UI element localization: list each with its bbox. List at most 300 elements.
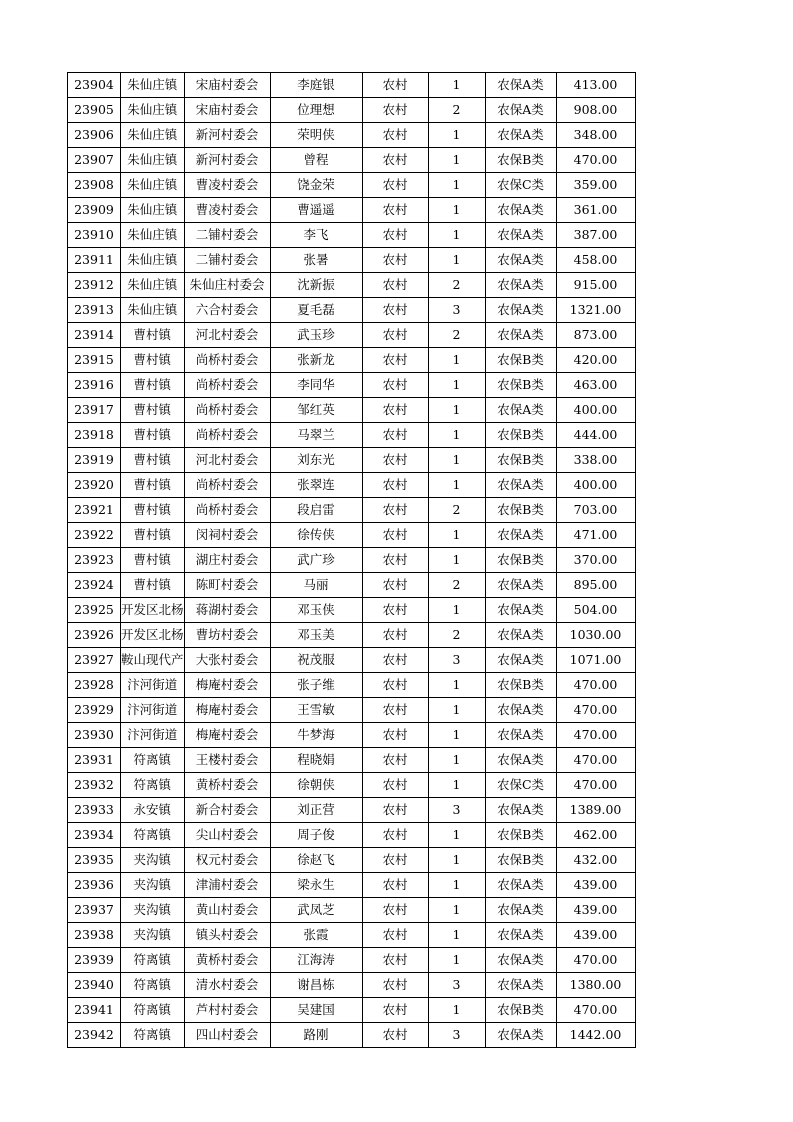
cell-town: 夹沟镇 xyxy=(121,923,185,948)
cell-town: 曹村镇 xyxy=(121,398,185,423)
cell-record-id: 23925 xyxy=(68,598,121,623)
cell-area-type: 农村 xyxy=(362,123,428,148)
cell-amount: 413.00 xyxy=(556,73,635,98)
cell-amount: 348.00 xyxy=(556,123,635,148)
cell-household-count: 3 xyxy=(428,973,485,998)
cell-area-type: 农村 xyxy=(362,223,428,248)
cell-amount: 462.00 xyxy=(556,823,635,848)
cell-insurance-class: 农保A类 xyxy=(485,973,556,998)
table-row xyxy=(68,523,636,548)
cell-household-count: 1 xyxy=(428,873,485,898)
table-row xyxy=(68,448,636,473)
cell-name: 李庭银 xyxy=(270,73,362,98)
cell-amount: 895.00 xyxy=(556,573,635,598)
cell-town: 符离镇 xyxy=(121,823,185,848)
cell-amount: 915.00 xyxy=(556,273,635,298)
table-row xyxy=(68,898,636,923)
cell-name: 张暑 xyxy=(270,248,362,273)
cell-household-count: 1 xyxy=(428,773,485,798)
cell-insurance-class: 农保A类 xyxy=(485,248,556,273)
cell-village-committee: 权元村委会 xyxy=(184,848,270,873)
table-row xyxy=(68,498,636,523)
cell-area-type: 农村 xyxy=(362,73,428,98)
cell-record-id: 23937 xyxy=(68,898,121,923)
cell-name: 曾程 xyxy=(270,148,362,173)
cell-record-id: 23932 xyxy=(68,773,121,798)
cell-area-type: 农村 xyxy=(362,873,428,898)
cell-household-count: 2 xyxy=(428,98,485,123)
cell-insurance-class: 农保A类 xyxy=(485,1023,556,1048)
cell-area-type: 农村 xyxy=(362,248,428,273)
cell-name: 邓玉美 xyxy=(270,623,362,648)
cell-record-id: 23928 xyxy=(68,673,121,698)
cell-amount: 439.00 xyxy=(556,898,635,923)
cell-amount: 1071.00 xyxy=(556,648,635,673)
cell-insurance-class: 农保C类 xyxy=(485,173,556,198)
cell-household-count: 1 xyxy=(428,398,485,423)
cell-town: 朱仙庄镇 xyxy=(121,123,185,148)
cell-amount: 458.00 xyxy=(556,248,635,273)
cell-town: 开发区北杨 xyxy=(121,598,185,623)
cell-record-id: 23926 xyxy=(68,623,121,648)
cell-town: 鞍山现代产 xyxy=(121,648,185,673)
cell-household-count: 1 xyxy=(428,523,485,548)
cell-name: 武凤芝 xyxy=(270,898,362,923)
table-row xyxy=(68,648,636,673)
cell-name: 徐传侠 xyxy=(270,523,362,548)
cell-village-committee: 河北村委会 xyxy=(184,448,270,473)
cell-name: 马丽 xyxy=(270,573,362,598)
cell-area-type: 农村 xyxy=(362,173,428,198)
table-row xyxy=(68,323,636,348)
cell-name: 位理想 xyxy=(270,98,362,123)
cell-household-count: 1 xyxy=(428,373,485,398)
cell-record-id: 23911 xyxy=(68,248,121,273)
cell-town: 曹村镇 xyxy=(121,348,185,373)
cell-household-count: 1 xyxy=(428,723,485,748)
cell-insurance-class: 农保A类 xyxy=(485,923,556,948)
cell-amount: 359.00 xyxy=(556,173,635,198)
cell-area-type: 农村 xyxy=(362,673,428,698)
cell-area-type: 农村 xyxy=(362,373,428,398)
cell-insurance-class: 农保A类 xyxy=(485,598,556,623)
cell-insurance-class: 农保A类 xyxy=(485,473,556,498)
cell-area-type: 农村 xyxy=(362,1023,428,1048)
table-row xyxy=(68,723,636,748)
cell-area-type: 农村 xyxy=(362,798,428,823)
cell-record-id: 23941 xyxy=(68,998,121,1023)
table-row xyxy=(68,423,636,448)
cell-insurance-class: 农保A类 xyxy=(485,123,556,148)
cell-insurance-class: 农保B类 xyxy=(485,823,556,848)
cell-name: 谢昌栋 xyxy=(270,973,362,998)
cell-area-type: 农村 xyxy=(362,423,428,448)
cell-household-count: 1 xyxy=(428,673,485,698)
cell-insurance-class: 农保A类 xyxy=(485,298,556,323)
cell-area-type: 农村 xyxy=(362,823,428,848)
cell-amount: 1389.00 xyxy=(556,798,635,823)
cell-name: 段启雷 xyxy=(270,498,362,523)
cell-village-committee: 六合村委会 xyxy=(184,298,270,323)
cell-insurance-class: 农保A类 xyxy=(485,873,556,898)
cell-record-id: 23909 xyxy=(68,198,121,223)
table-row xyxy=(68,573,636,598)
cell-record-id: 23906 xyxy=(68,123,121,148)
cell-amount: 504.00 xyxy=(556,598,635,623)
cell-town: 符离镇 xyxy=(121,973,185,998)
cell-record-id: 23929 xyxy=(68,698,121,723)
cell-household-count: 3 xyxy=(428,298,485,323)
cell-area-type: 农村 xyxy=(362,748,428,773)
cell-village-committee: 曹凌村委会 xyxy=(184,173,270,198)
records-table xyxy=(67,72,636,1048)
cell-record-id: 23918 xyxy=(68,423,121,448)
cell-insurance-class: 农保B类 xyxy=(485,673,556,698)
cell-village-committee: 梅庵村委会 xyxy=(184,723,270,748)
cell-amount: 470.00 xyxy=(556,998,635,1023)
cell-insurance-class: 农保B类 xyxy=(485,548,556,573)
cell-household-count: 2 xyxy=(428,623,485,648)
table-row xyxy=(68,398,636,423)
cell-record-id: 23915 xyxy=(68,348,121,373)
cell-area-type: 农村 xyxy=(362,98,428,123)
cell-name: 张霞 xyxy=(270,923,362,948)
cell-insurance-class: 农保C类 xyxy=(485,773,556,798)
cell-town: 朱仙庄镇 xyxy=(121,173,185,198)
cell-amount: 361.00 xyxy=(556,198,635,223)
cell-area-type: 农村 xyxy=(362,198,428,223)
cell-name: 梁永生 xyxy=(270,873,362,898)
cell-household-count: 1 xyxy=(428,948,485,973)
cell-town: 永安镇 xyxy=(121,798,185,823)
cell-area-type: 农村 xyxy=(362,998,428,1023)
table-row xyxy=(68,198,636,223)
cell-household-count: 1 xyxy=(428,248,485,273)
cell-insurance-class: 农保B类 xyxy=(485,373,556,398)
cell-household-count: 3 xyxy=(428,648,485,673)
cell-amount: 470.00 xyxy=(556,698,635,723)
cell-amount: 1030.00 xyxy=(556,623,635,648)
cell-village-committee: 梅庵村委会 xyxy=(184,698,270,723)
cell-insurance-class: 农保A类 xyxy=(485,723,556,748)
cell-village-committee: 湖庄村委会 xyxy=(184,548,270,573)
cell-village-committee: 镇头村委会 xyxy=(184,923,270,948)
cell-village-committee: 曹坊村委会 xyxy=(184,623,270,648)
cell-name: 邹红英 xyxy=(270,398,362,423)
cell-town: 夹沟镇 xyxy=(121,848,185,873)
cell-town: 曹村镇 xyxy=(121,423,185,448)
cell-name: 曹遥遥 xyxy=(270,198,362,223)
cell-household-count: 1 xyxy=(428,598,485,623)
cell-town: 符离镇 xyxy=(121,948,185,973)
cell-village-committee: 黄桥村委会 xyxy=(184,773,270,798)
table-row xyxy=(68,148,636,173)
table-row xyxy=(68,98,636,123)
cell-town: 朱仙庄镇 xyxy=(121,298,185,323)
cell-household-count: 1 xyxy=(428,898,485,923)
cell-household-count: 1 xyxy=(428,223,485,248)
cell-amount: 338.00 xyxy=(556,448,635,473)
cell-record-id: 23927 xyxy=(68,648,121,673)
cell-insurance-class: 农保A类 xyxy=(485,273,556,298)
cell-area-type: 农村 xyxy=(362,948,428,973)
table-row xyxy=(68,273,636,298)
cell-name: 吴建国 xyxy=(270,998,362,1023)
cell-name: 武广珍 xyxy=(270,548,362,573)
cell-area-type: 农村 xyxy=(362,573,428,598)
table-row xyxy=(68,798,636,823)
cell-household-count: 2 xyxy=(428,498,485,523)
cell-town: 曹村镇 xyxy=(121,473,185,498)
cell-record-id: 23924 xyxy=(68,573,121,598)
cell-record-id: 23940 xyxy=(68,973,121,998)
cell-amount: 370.00 xyxy=(556,548,635,573)
cell-record-id: 23931 xyxy=(68,748,121,773)
cell-insurance-class: 农保B类 xyxy=(485,448,556,473)
cell-amount: 420.00 xyxy=(556,348,635,373)
cell-record-id: 23939 xyxy=(68,948,121,973)
cell-name: 马翠兰 xyxy=(270,423,362,448)
cell-insurance-class: 农保B类 xyxy=(485,423,556,448)
table-row xyxy=(68,1023,636,1048)
cell-village-committee: 芦村村委会 xyxy=(184,998,270,1023)
cell-village-committee: 朱仙庄村委会 xyxy=(184,273,270,298)
table-row xyxy=(68,698,636,723)
table-row xyxy=(68,773,636,798)
cell-village-committee: 黄桥村委会 xyxy=(184,948,270,973)
cell-village-committee: 新河村委会 xyxy=(184,148,270,173)
cell-area-type: 农村 xyxy=(362,598,428,623)
cell-record-id: 23934 xyxy=(68,823,121,848)
cell-village-committee: 大张村委会 xyxy=(184,648,270,673)
cell-town: 汴河街道 xyxy=(121,723,185,748)
cell-record-id: 23904 xyxy=(68,73,121,98)
cell-amount: 471.00 xyxy=(556,523,635,548)
cell-amount: 400.00 xyxy=(556,398,635,423)
cell-insurance-class: 农保A类 xyxy=(485,198,556,223)
cell-town: 曹村镇 xyxy=(121,498,185,523)
table-row xyxy=(68,123,636,148)
cell-record-id: 23933 xyxy=(68,798,121,823)
cell-household-count: 1 xyxy=(428,348,485,373)
cell-amount: 439.00 xyxy=(556,923,635,948)
cell-record-id: 23921 xyxy=(68,498,121,523)
cell-village-committee: 宋庙村委会 xyxy=(184,73,270,98)
cell-name: 武玉珍 xyxy=(270,323,362,348)
cell-household-count: 2 xyxy=(428,273,485,298)
cell-insurance-class: 农保A类 xyxy=(485,798,556,823)
cell-record-id: 23916 xyxy=(68,373,121,398)
cell-insurance-class: 农保A类 xyxy=(485,948,556,973)
cell-record-id: 23936 xyxy=(68,873,121,898)
cell-record-id: 23935 xyxy=(68,848,121,873)
cell-village-committee: 曹凌村委会 xyxy=(184,198,270,223)
cell-town: 曹村镇 xyxy=(121,523,185,548)
cell-amount: 873.00 xyxy=(556,323,635,348)
cell-town: 曹村镇 xyxy=(121,448,185,473)
cell-household-count: 1 xyxy=(428,998,485,1023)
cell-household-count: 3 xyxy=(428,1023,485,1048)
cell-town: 朱仙庄镇 xyxy=(121,248,185,273)
cell-town: 夹沟镇 xyxy=(121,898,185,923)
cell-village-committee: 尚桥村委会 xyxy=(184,373,270,398)
table-row xyxy=(68,373,636,398)
table-row xyxy=(68,548,636,573)
table-row xyxy=(68,823,636,848)
cell-town: 朱仙庄镇 xyxy=(121,273,185,298)
cell-town: 曹村镇 xyxy=(121,323,185,348)
cell-village-committee: 新河村委会 xyxy=(184,123,270,148)
cell-amount: 432.00 xyxy=(556,848,635,873)
cell-area-type: 农村 xyxy=(362,548,428,573)
cell-insurance-class: 农保A类 xyxy=(485,223,556,248)
cell-town: 符离镇 xyxy=(121,773,185,798)
cell-record-id: 23923 xyxy=(68,548,121,573)
cell-village-committee: 王楼村委会 xyxy=(184,748,270,773)
cell-insurance-class: 农保A类 xyxy=(485,623,556,648)
cell-insurance-class: 农保B类 xyxy=(485,348,556,373)
cell-insurance-class: 农保A类 xyxy=(485,698,556,723)
cell-name: 路刚 xyxy=(270,1023,362,1048)
cell-town: 曹村镇 xyxy=(121,373,185,398)
cell-village-committee: 宋庙村委会 xyxy=(184,98,270,123)
cell-record-id: 23908 xyxy=(68,173,121,198)
cell-town: 汴河街道 xyxy=(121,673,185,698)
cell-insurance-class: 农保B类 xyxy=(485,848,556,873)
cell-name: 祝茂服 xyxy=(270,648,362,673)
cell-record-id: 23930 xyxy=(68,723,121,748)
cell-insurance-class: 农保A类 xyxy=(485,898,556,923)
cell-household-count: 1 xyxy=(428,698,485,723)
cell-area-type: 农村 xyxy=(362,973,428,998)
cell-name: 邓玉侠 xyxy=(270,598,362,623)
cell-area-type: 农村 xyxy=(362,398,428,423)
cell-amount: 470.00 xyxy=(556,723,635,748)
cell-household-count: 1 xyxy=(428,123,485,148)
cell-insurance-class: 农保A类 xyxy=(485,648,556,673)
cell-village-committee: 尚桥村委会 xyxy=(184,348,270,373)
cell-record-id: 23920 xyxy=(68,473,121,498)
cell-village-committee: 二铺村委会 xyxy=(184,248,270,273)
cell-household-count: 1 xyxy=(428,848,485,873)
cell-amount: 444.00 xyxy=(556,423,635,448)
cell-amount: 400.00 xyxy=(556,473,635,498)
cell-record-id: 23942 xyxy=(68,1023,121,1048)
cell-household-count: 2 xyxy=(428,323,485,348)
table-row xyxy=(68,598,636,623)
cell-household-count: 1 xyxy=(428,473,485,498)
cell-village-committee: 二铺村委会 xyxy=(184,223,270,248)
cell-name: 江海涛 xyxy=(270,948,362,973)
cell-amount: 470.00 xyxy=(556,148,635,173)
cell-area-type: 农村 xyxy=(362,473,428,498)
cell-village-committee: 闵祠村委会 xyxy=(184,523,270,548)
cell-area-type: 农村 xyxy=(362,623,428,648)
cell-insurance-class: 农保A类 xyxy=(485,73,556,98)
cell-household-count: 1 xyxy=(428,748,485,773)
cell-record-id: 23919 xyxy=(68,448,121,473)
table-row xyxy=(68,998,636,1023)
cell-name: 刘正营 xyxy=(270,798,362,823)
cell-household-count: 1 xyxy=(428,923,485,948)
cell-name: 饶金荣 xyxy=(270,173,362,198)
cell-name: 徐赵飞 xyxy=(270,848,362,873)
table-row xyxy=(68,73,636,98)
table-row xyxy=(68,248,636,273)
table-body xyxy=(68,73,636,1048)
table-row xyxy=(68,748,636,773)
cell-town: 汴河街道 xyxy=(121,698,185,723)
cell-name: 李飞 xyxy=(270,223,362,248)
cell-town: 朱仙庄镇 xyxy=(121,73,185,98)
cell-area-type: 农村 xyxy=(362,923,428,948)
cell-area-type: 农村 xyxy=(362,273,428,298)
cell-amount: 1442.00 xyxy=(556,1023,635,1048)
cell-village-committee: 新合村委会 xyxy=(184,798,270,823)
cell-insurance-class: 农保A类 xyxy=(485,323,556,348)
cell-name: 程晓娟 xyxy=(270,748,362,773)
table-row xyxy=(68,923,636,948)
cell-insurance-class: 农保A类 xyxy=(485,523,556,548)
cell-town: 朱仙庄镇 xyxy=(121,198,185,223)
cell-amount: 387.00 xyxy=(556,223,635,248)
cell-village-committee: 陈町村委会 xyxy=(184,573,270,598)
cell-record-id: 23917 xyxy=(68,398,121,423)
cell-village-committee: 尚桥村委会 xyxy=(184,423,270,448)
cell-name: 张新龙 xyxy=(270,348,362,373)
cell-area-type: 农村 xyxy=(362,148,428,173)
cell-name: 沈新振 xyxy=(270,273,362,298)
cell-amount: 470.00 xyxy=(556,673,635,698)
cell-area-type: 农村 xyxy=(362,523,428,548)
table-row xyxy=(68,948,636,973)
cell-household-count: 1 xyxy=(428,548,485,573)
cell-area-type: 农村 xyxy=(362,848,428,873)
cell-area-type: 农村 xyxy=(362,448,428,473)
cell-area-type: 农村 xyxy=(362,773,428,798)
cell-insurance-class: 农保A类 xyxy=(485,398,556,423)
cell-record-id: 23938 xyxy=(68,923,121,948)
cell-record-id: 23913 xyxy=(68,298,121,323)
table-row xyxy=(68,623,636,648)
table-row xyxy=(68,223,636,248)
cell-record-id: 23912 xyxy=(68,273,121,298)
cell-name: 牛梦海 xyxy=(270,723,362,748)
cell-village-committee: 尚桥村委会 xyxy=(184,398,270,423)
cell-insurance-class: 农保B类 xyxy=(485,498,556,523)
cell-name: 李同华 xyxy=(270,373,362,398)
cell-amount: 463.00 xyxy=(556,373,635,398)
cell-amount: 470.00 xyxy=(556,773,635,798)
cell-town: 曹村镇 xyxy=(121,548,185,573)
cell-amount: 1380.00 xyxy=(556,973,635,998)
cell-amount: 439.00 xyxy=(556,873,635,898)
cell-insurance-class: 农保A类 xyxy=(485,573,556,598)
cell-record-id: 23905 xyxy=(68,98,121,123)
cell-household-count: 3 xyxy=(428,798,485,823)
cell-insurance-class: 农保B类 xyxy=(485,148,556,173)
cell-name: 荣明侠 xyxy=(270,123,362,148)
cell-area-type: 农村 xyxy=(362,698,428,723)
cell-record-id: 23910 xyxy=(68,223,121,248)
cell-amount: 470.00 xyxy=(556,948,635,973)
cell-name: 徐朝侠 xyxy=(270,773,362,798)
cell-area-type: 农村 xyxy=(362,323,428,348)
table-row xyxy=(68,173,636,198)
cell-town: 符离镇 xyxy=(121,748,185,773)
cell-village-committee: 尚桥村委会 xyxy=(184,473,270,498)
cell-area-type: 农村 xyxy=(362,498,428,523)
